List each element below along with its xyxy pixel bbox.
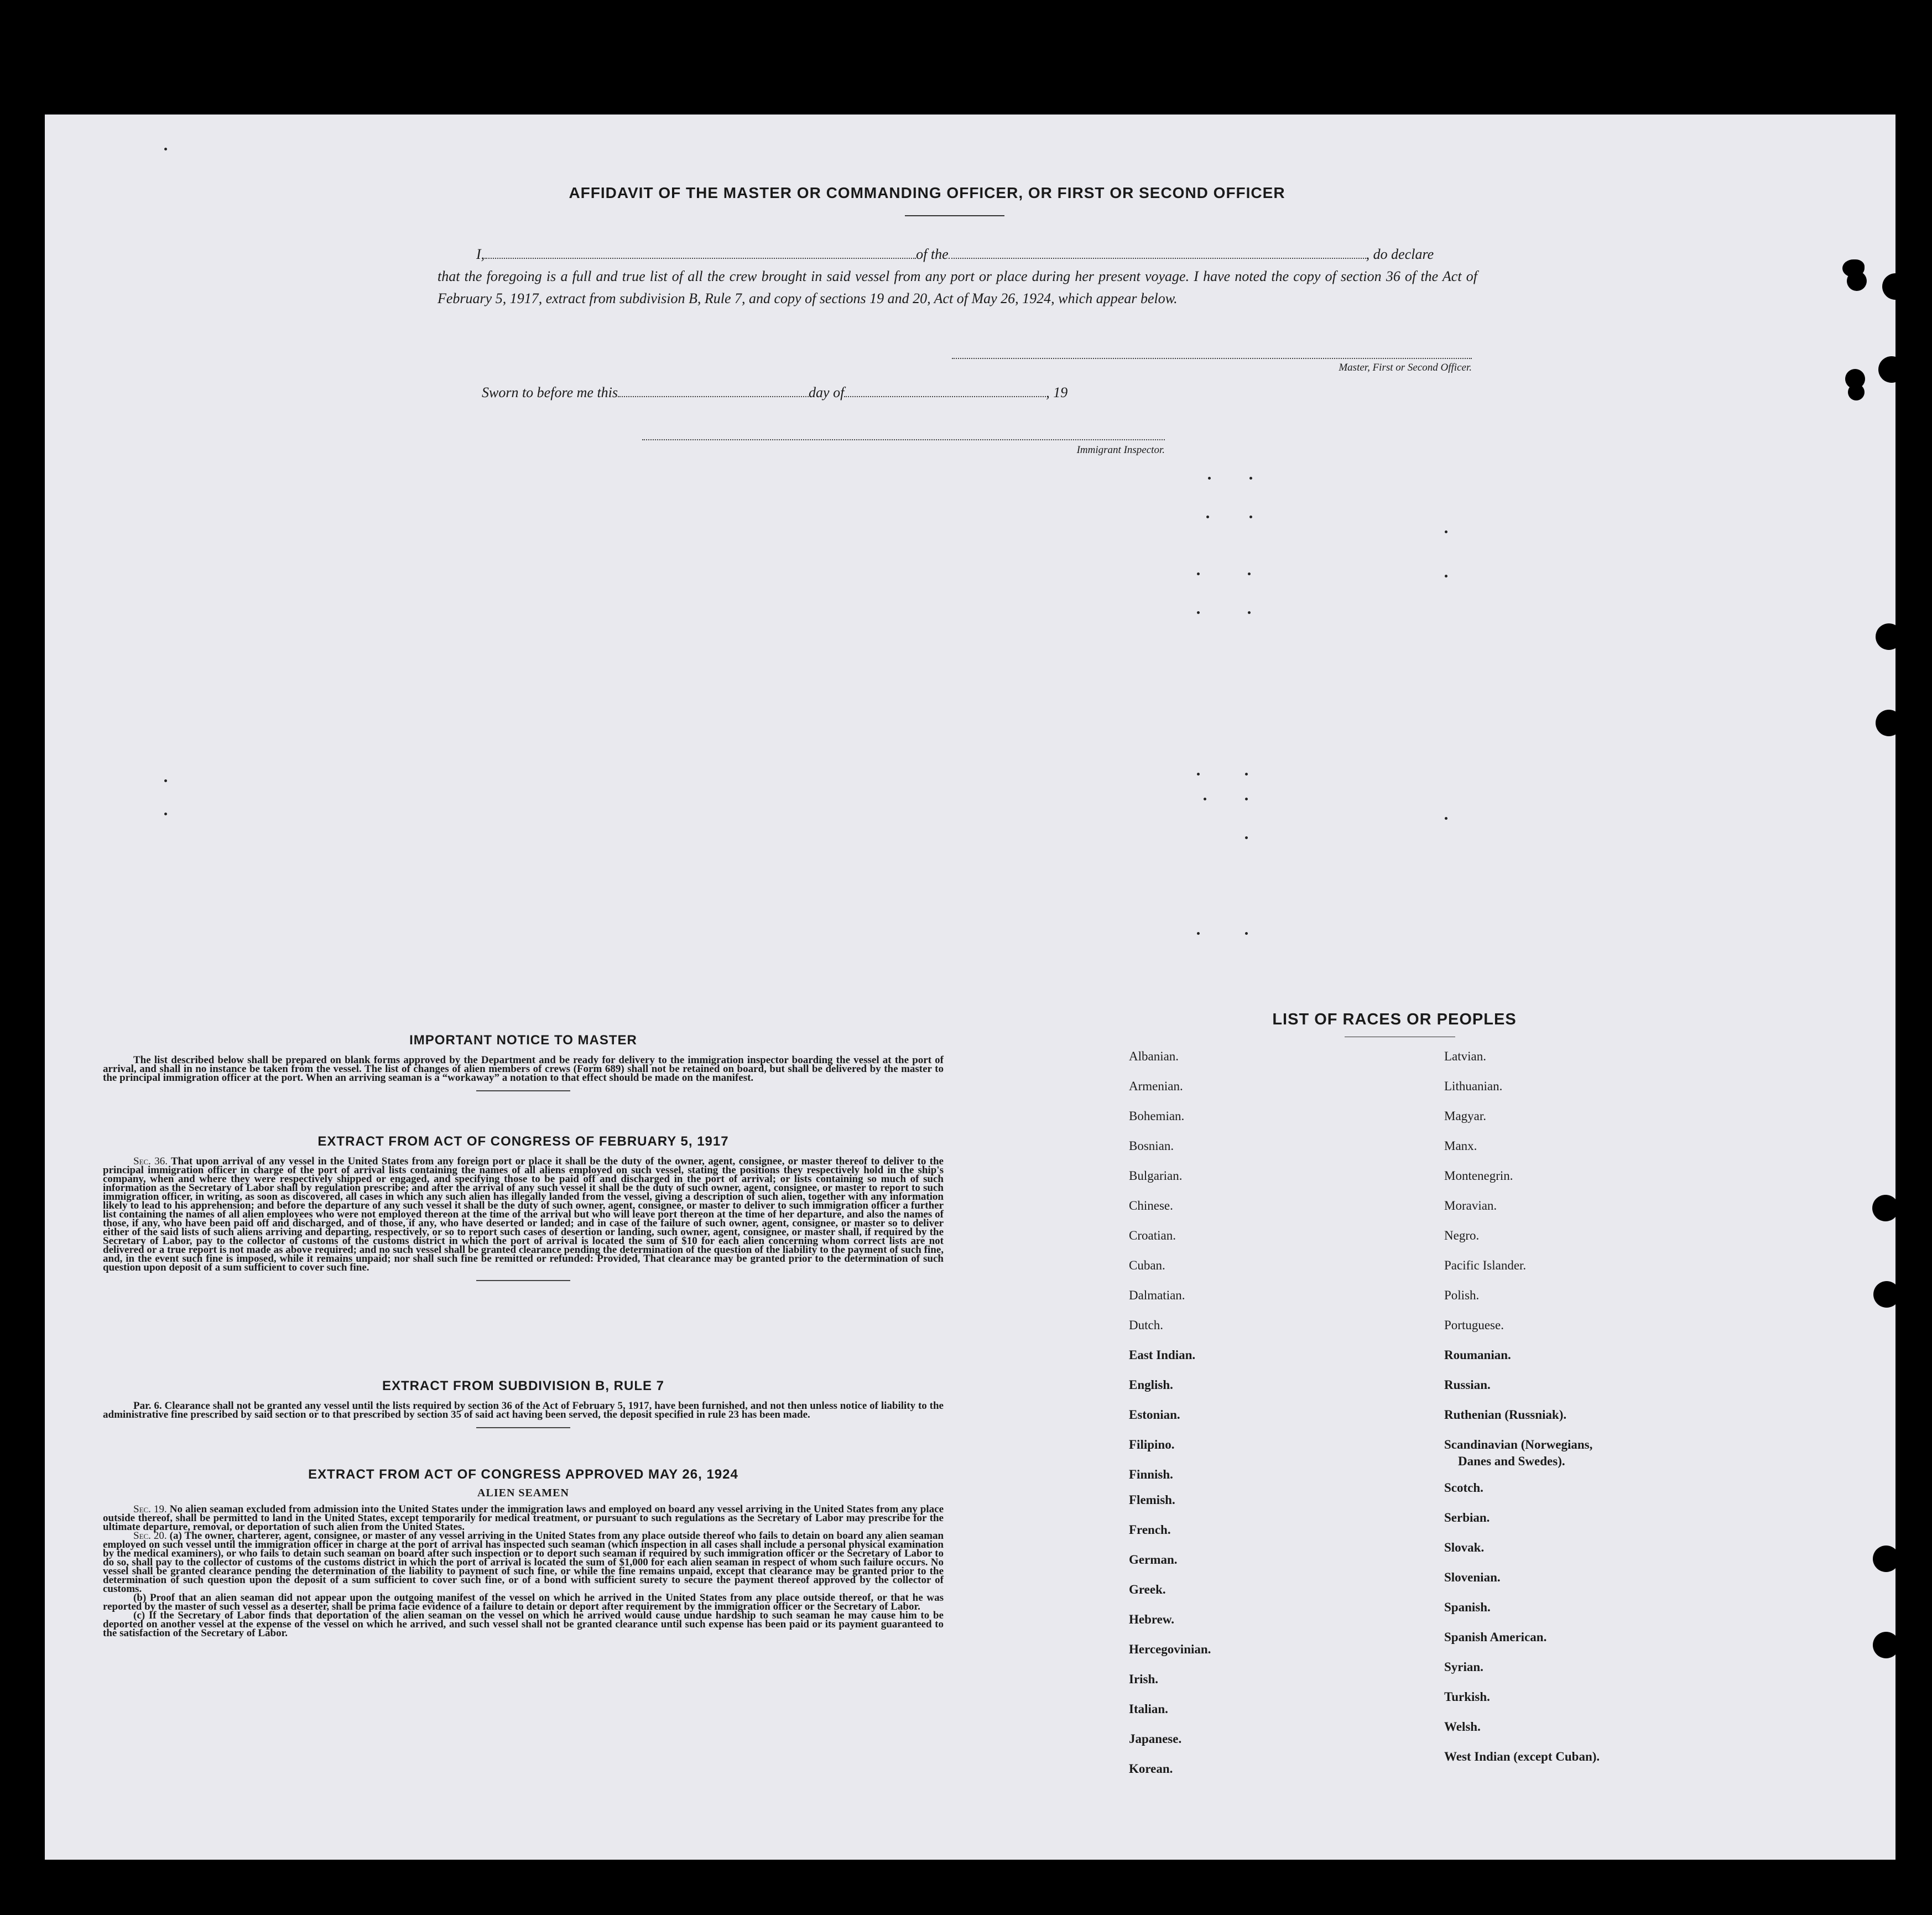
race-item: French. — [1129, 1523, 1171, 1537]
punch-hole — [1848, 384, 1865, 400]
race-item: Dalmatian. — [1129, 1288, 1185, 1302]
race-item: Polish. — [1444, 1288, 1480, 1302]
speck — [1249, 516, 1252, 518]
race-item: Pacific Islander. — [1444, 1258, 1527, 1272]
punch-hole — [1872, 1195, 1899, 1221]
race-item: Danes and Swedes). — [1458, 1454, 1565, 1468]
sec-19-label: Sec. 19. — [133, 1503, 167, 1515]
sec-20a-text — [103, 1532, 944, 1594]
speck — [1204, 798, 1206, 800]
race-item: Slovak. — [1444, 1541, 1485, 1554]
punch-hole — [1876, 710, 1902, 736]
race-item: Greek. — [1129, 1583, 1166, 1596]
affidavit-of-the: of the — [916, 246, 949, 262]
race-item: Syrian. — [1444, 1660, 1483, 1674]
race-item: Bohemian. — [1129, 1109, 1185, 1123]
punch-hole — [1882, 273, 1909, 300]
extract-rule7-section — [103, 1378, 944, 1428]
race-item: Moravian. — [1444, 1199, 1497, 1213]
affidavit-declaration-text: that the foregoing is a full and true list of all the crew brought in said vessel from any port or place during her present voyage. I have noted the copy of section 36 of the Act of February 5, 1917, extract from subdivision B, Rule 7, and copy of sections 19 and 20, Act of May 26, 1924, which appear below. — [438, 268, 1477, 306]
race-item: Scandinavian (Norwegians, — [1444, 1438, 1593, 1451]
races-left-column — [1129, 1048, 1417, 1791]
race-item: Cuban. — [1129, 1258, 1165, 1272]
affidavit-i: I, — [476, 246, 485, 262]
race-item: Estonian. — [1129, 1408, 1180, 1422]
punch-hole — [1873, 1545, 1899, 1572]
races-right-column — [1444, 1048, 1721, 1778]
race-item: Serbian. — [1444, 1511, 1490, 1524]
race-item: Lithuanian. — [1444, 1079, 1503, 1093]
sec-20-label: Sec. 20. — [133, 1530, 167, 1542]
race-item: Albanian. — [1129, 1049, 1179, 1063]
sec-36-label: Sec. 36. — [133, 1156, 168, 1167]
race-item: Croatian. — [1129, 1229, 1176, 1242]
race-item: Negro. — [1444, 1229, 1480, 1242]
race-item: Slovenian. — [1444, 1570, 1501, 1584]
race-item: Dutch. — [1129, 1318, 1163, 1332]
name-blank — [485, 247, 916, 259]
race-item: Roumanian. — [1444, 1348, 1511, 1362]
sec-20b-text: (b) Proof that an alien seaman did not appear upon the outgoing manifest of the vessel on which he arrived in the United States from any place outside thereof, or that he was reported by the master of such vessel as a deserter, shall be prima facie evidence of a failure to detain or deport after requirement by the immigration officer or the Secretary of Labor. — [103, 1592, 944, 1612]
punch-hole — [1842, 259, 1865, 277]
sec-20c-text: (c) If the Secretary of Labor finds that deportation of the alien seaman on the vessel on which he arrived would cause undue hardship to such seaman he may cause him to be deported on another vessel at the expense of the vessel on which he arrived, and such vessel shall not be granted clearance until such expense has been paid or its payment guaranteed to the satisfaction of the Secretary of Labor. — [103, 1610, 944, 1639]
race-item: Hebrew. — [1129, 1612, 1174, 1626]
punch-hole — [1873, 1632, 1899, 1658]
speck — [1249, 477, 1252, 480]
speck — [1445, 575, 1447, 577]
speck — [1197, 573, 1200, 575]
sworn-day-blank — [618, 385, 809, 397]
race-item: Turkish. — [1444, 1690, 1490, 1704]
race-item: Scotch. — [1444, 1481, 1483, 1495]
notice-divider — [476, 1090, 570, 1091]
race-item: Magyar. — [1444, 1109, 1487, 1123]
notice-title: IMPORTANT NOTICE TO MASTER — [409, 1033, 637, 1048]
speck — [164, 148, 167, 150]
race-item: Montenegrin. — [1444, 1169, 1513, 1183]
race-item: Manx. — [1444, 1139, 1477, 1153]
race-item: Hercegovinian. — [1129, 1642, 1211, 1656]
speck — [1245, 836, 1248, 839]
speck — [1245, 932, 1248, 935]
extract-1924-section — [103, 1467, 944, 1638]
title-divider — [905, 215, 1004, 216]
inspector-caption: Immigrant Inspector. — [1076, 444, 1165, 456]
sworn-prefix: Sworn to before me this — [482, 384, 618, 400]
race-item: Armenian. — [1129, 1079, 1183, 1093]
speck — [1248, 573, 1251, 575]
speck — [1245, 773, 1248, 776]
extract-1917-divider — [476, 1280, 570, 1281]
document-page — [45, 115, 1895, 1860]
race-item: Chinese. — [1129, 1199, 1173, 1213]
speck — [1445, 817, 1447, 820]
notice-text: The list described below shall be prepared on blank forms approved by the Department and be ready for delivery to the immigration inspector boarding the vessel at the port of arrival, and shall in no instance be taken from the vessel. The list of changes of alien members of crews (Form 689) shall not be retained on board, but shall be delivered by the master to the principal immigration officer at the port. When an arriving seaman is a “workaway” a notation to that effect should be made on the manifest. — [103, 1054, 944, 1084]
speck — [1197, 611, 1200, 614]
affidavit-first-line — [438, 243, 1477, 266]
extract-1917-text — [103, 1157, 944, 1272]
race-item: Bosnian. — [1129, 1139, 1174, 1153]
speck — [1245, 798, 1248, 800]
race-item: English. — [1129, 1378, 1173, 1392]
vessel-blank — [949, 247, 1366, 259]
race-item: Welsh. — [1444, 1720, 1481, 1734]
extract-1917-section — [103, 1134, 944, 1281]
sworn-month-blank — [844, 385, 1046, 397]
extract-1924-subtitle: ALIEN SEAMEN — [477, 1487, 569, 1499]
race-item: Portuguese. — [1444, 1318, 1504, 1332]
punch-hole — [1873, 1281, 1900, 1308]
race-item: Irish. — [1129, 1672, 1159, 1686]
master-caption: Master, First or Second Officer. — [1339, 362, 1472, 373]
speck — [1206, 516, 1209, 518]
race-item: Bulgarian. — [1129, 1169, 1183, 1183]
speck — [1208, 477, 1211, 480]
sec-19-text — [103, 1505, 944, 1532]
speck — [1197, 773, 1200, 776]
race-item: Latvian. — [1444, 1049, 1486, 1063]
sec-36-body: That upon arrival of any vessel in the United States from any foreign port or place it shall be the duty of the owner, agent, consignee, or master thereof to deliver to the principal immigration officer in charge of the port of arrival lists containing the names of all aliens employed on such vessel, stating the positions they respectively hold in the ship's company, when and where they were respectively shipped or engaged, and specifying those to be paid off and discharged in the port of arrival; or lists containing so much of such information as the Secretary of Labor shall by regulation prescribe; and after the arrival of any such vessel it shall be the duty of such owner, agent, consignee, or master to report to such immigration officer, in writing, as soon as discovered, all cases in which any such alien has illegally landed from the vessel, giving a description of such alien, together with any information likely to lead to his apprehension; and before the departure of any such vessel it shall be the duty of such owner, agent, consignee, or master to deliver to such immigration officer a further list containing the names of all alien employees who were not employed thereon at the time of the arrival but who will leave port thereon at the time of her departure, and also the names of those, if any, who have been paid off and discharged, and of those, if any, who have deserted or landed; and in case of the failure of such owner, agent, consignee, or master so to deliver either of the said lists of such aliens arriving and departing, respectively, or so to report such cases of desertion or landing, such owner, agent, consignee, or master shall, if required by the Secretary of Labor, pay to the collector of customs of the customs district in which the port of arrival is located the sum of $10 for each alien concerning whom correct lists are not delivered or a true report is not made as above required; and no such vessel shall be granted clearance pending the determination of the question of the liability to the payment of such fine, and, in the event such fine is imposed, while it remains unpaid; nor shall such fine be remitted or refunded: Provided, That clearance may be granted prior to the determination of such question upon deposit of a sum sufficient to cover such fine. — [103, 1156, 944, 1273]
speck — [1197, 932, 1200, 935]
inspector-signature-line — [642, 439, 1165, 440]
affidavit-body — [438, 243, 1477, 310]
race-item: Ruthenian (Russniak). — [1444, 1408, 1567, 1422]
extract-rule7-divider — [476, 1427, 570, 1428]
master-signature-line — [952, 358, 1472, 359]
races-title: LIST OF RACES OR PEOPLES — [1272, 1011, 1517, 1028]
race-item: East Indian. — [1129, 1348, 1196, 1362]
race-item: Filipino. — [1129, 1438, 1175, 1451]
race-item: Finnish. — [1129, 1468, 1173, 1481]
speck — [164, 779, 167, 782]
race-item: West Indian (except Cuban). — [1444, 1750, 1600, 1763]
sec-19-body: No alien seaman excluded from admission into the United States under the immigration laws and employed on board any vessel arriving in the United States from any place outside thereof, shall be permitted to land in the United States, except temporarily for medical treatment, or pursuant to such regulations as the Secretary of Labor may prescribe for the ultimate departure, removal, or deportation of such alien from the United States. — [103, 1503, 944, 1533]
race-item: Korean. — [1129, 1762, 1173, 1776]
extract-1917-title: EXTRACT FROM ACT OF CONGRESS OF FEBRUARY 5, 1917 — [317, 1134, 729, 1149]
sworn-line — [482, 384, 1067, 401]
sworn-day-of: day of — [809, 384, 845, 400]
notice-section — [103, 1033, 944, 1091]
affidavit-title: AFFIDAVIT OF THE MASTER OR COMMANDING OFFICER, OR FIRST OR SECOND OFFICER — [569, 184, 1285, 201]
race-item: Japanese. — [1129, 1732, 1182, 1746]
extract-1924-title: EXTRACT FROM ACT OF CONGRESS APPROVED MAY 26, 1924 — [308, 1467, 738, 1482]
race-item: Spanish American. — [1444, 1630, 1547, 1644]
extract-rule7-title: EXTRACT FROM SUBDIVISION B, RULE 7 — [382, 1378, 665, 1393]
sec-20a-body: (a) The owner, charterer, agent, consignee, or master of any vessel arriving in the United States from any place outside thereof who fails to detain on board any alien seaman employed on such vessel until the immigration officer in charge at the port of arrival has inspected such seaman (which inspection in all cases shall include a personal physical examination by the medical examiners), or who fails to detain such seaman on board after such inspection or to deport such seaman if required by such immigration officer or the Secretary of Labor to do so, shall pay to the collector of customs of the customs district in which the port of arrival is located the sum of $1,000 for each alien seaman in respect of whom such failure occurs. No vessel shall be granted clearance pending the determination of the liability to payment of such fine, or while the fine remains unpaid, except that clearance may be granted prior to the determination of such question upon the deposit of a sum sufficient to cover such fine, or of a bond with sufficient surety to secure the payment thereof approved by the collector of customs. — [103, 1530, 944, 1595]
speck — [1248, 611, 1251, 614]
race-item: Italian. — [1129, 1702, 1168, 1716]
punch-hole — [1878, 356, 1905, 383]
punch-hole — [1876, 623, 1902, 650]
race-item: Spanish. — [1444, 1600, 1491, 1614]
speck — [164, 813, 167, 815]
extract-rule7-text: Par. 6. Clearance shall not be granted any vessel until the lists required by section 36 of the Act of February 5, 1917, have been furnished, and not then unless notice of liability to the administrative fine prescribed by said section or to that prescribed by section 35 of said act having been served, the deposit specified in rule 23 has been made. — [103, 1400, 944, 1420]
sworn-year: , 19 — [1046, 384, 1068, 400]
affidavit-declare: , do declare — [1366, 246, 1434, 262]
race-item: Russian. — [1444, 1378, 1491, 1392]
race-item: Flemish. — [1129, 1493, 1175, 1507]
race-item: German. — [1129, 1553, 1178, 1567]
speck — [1445, 530, 1447, 533]
